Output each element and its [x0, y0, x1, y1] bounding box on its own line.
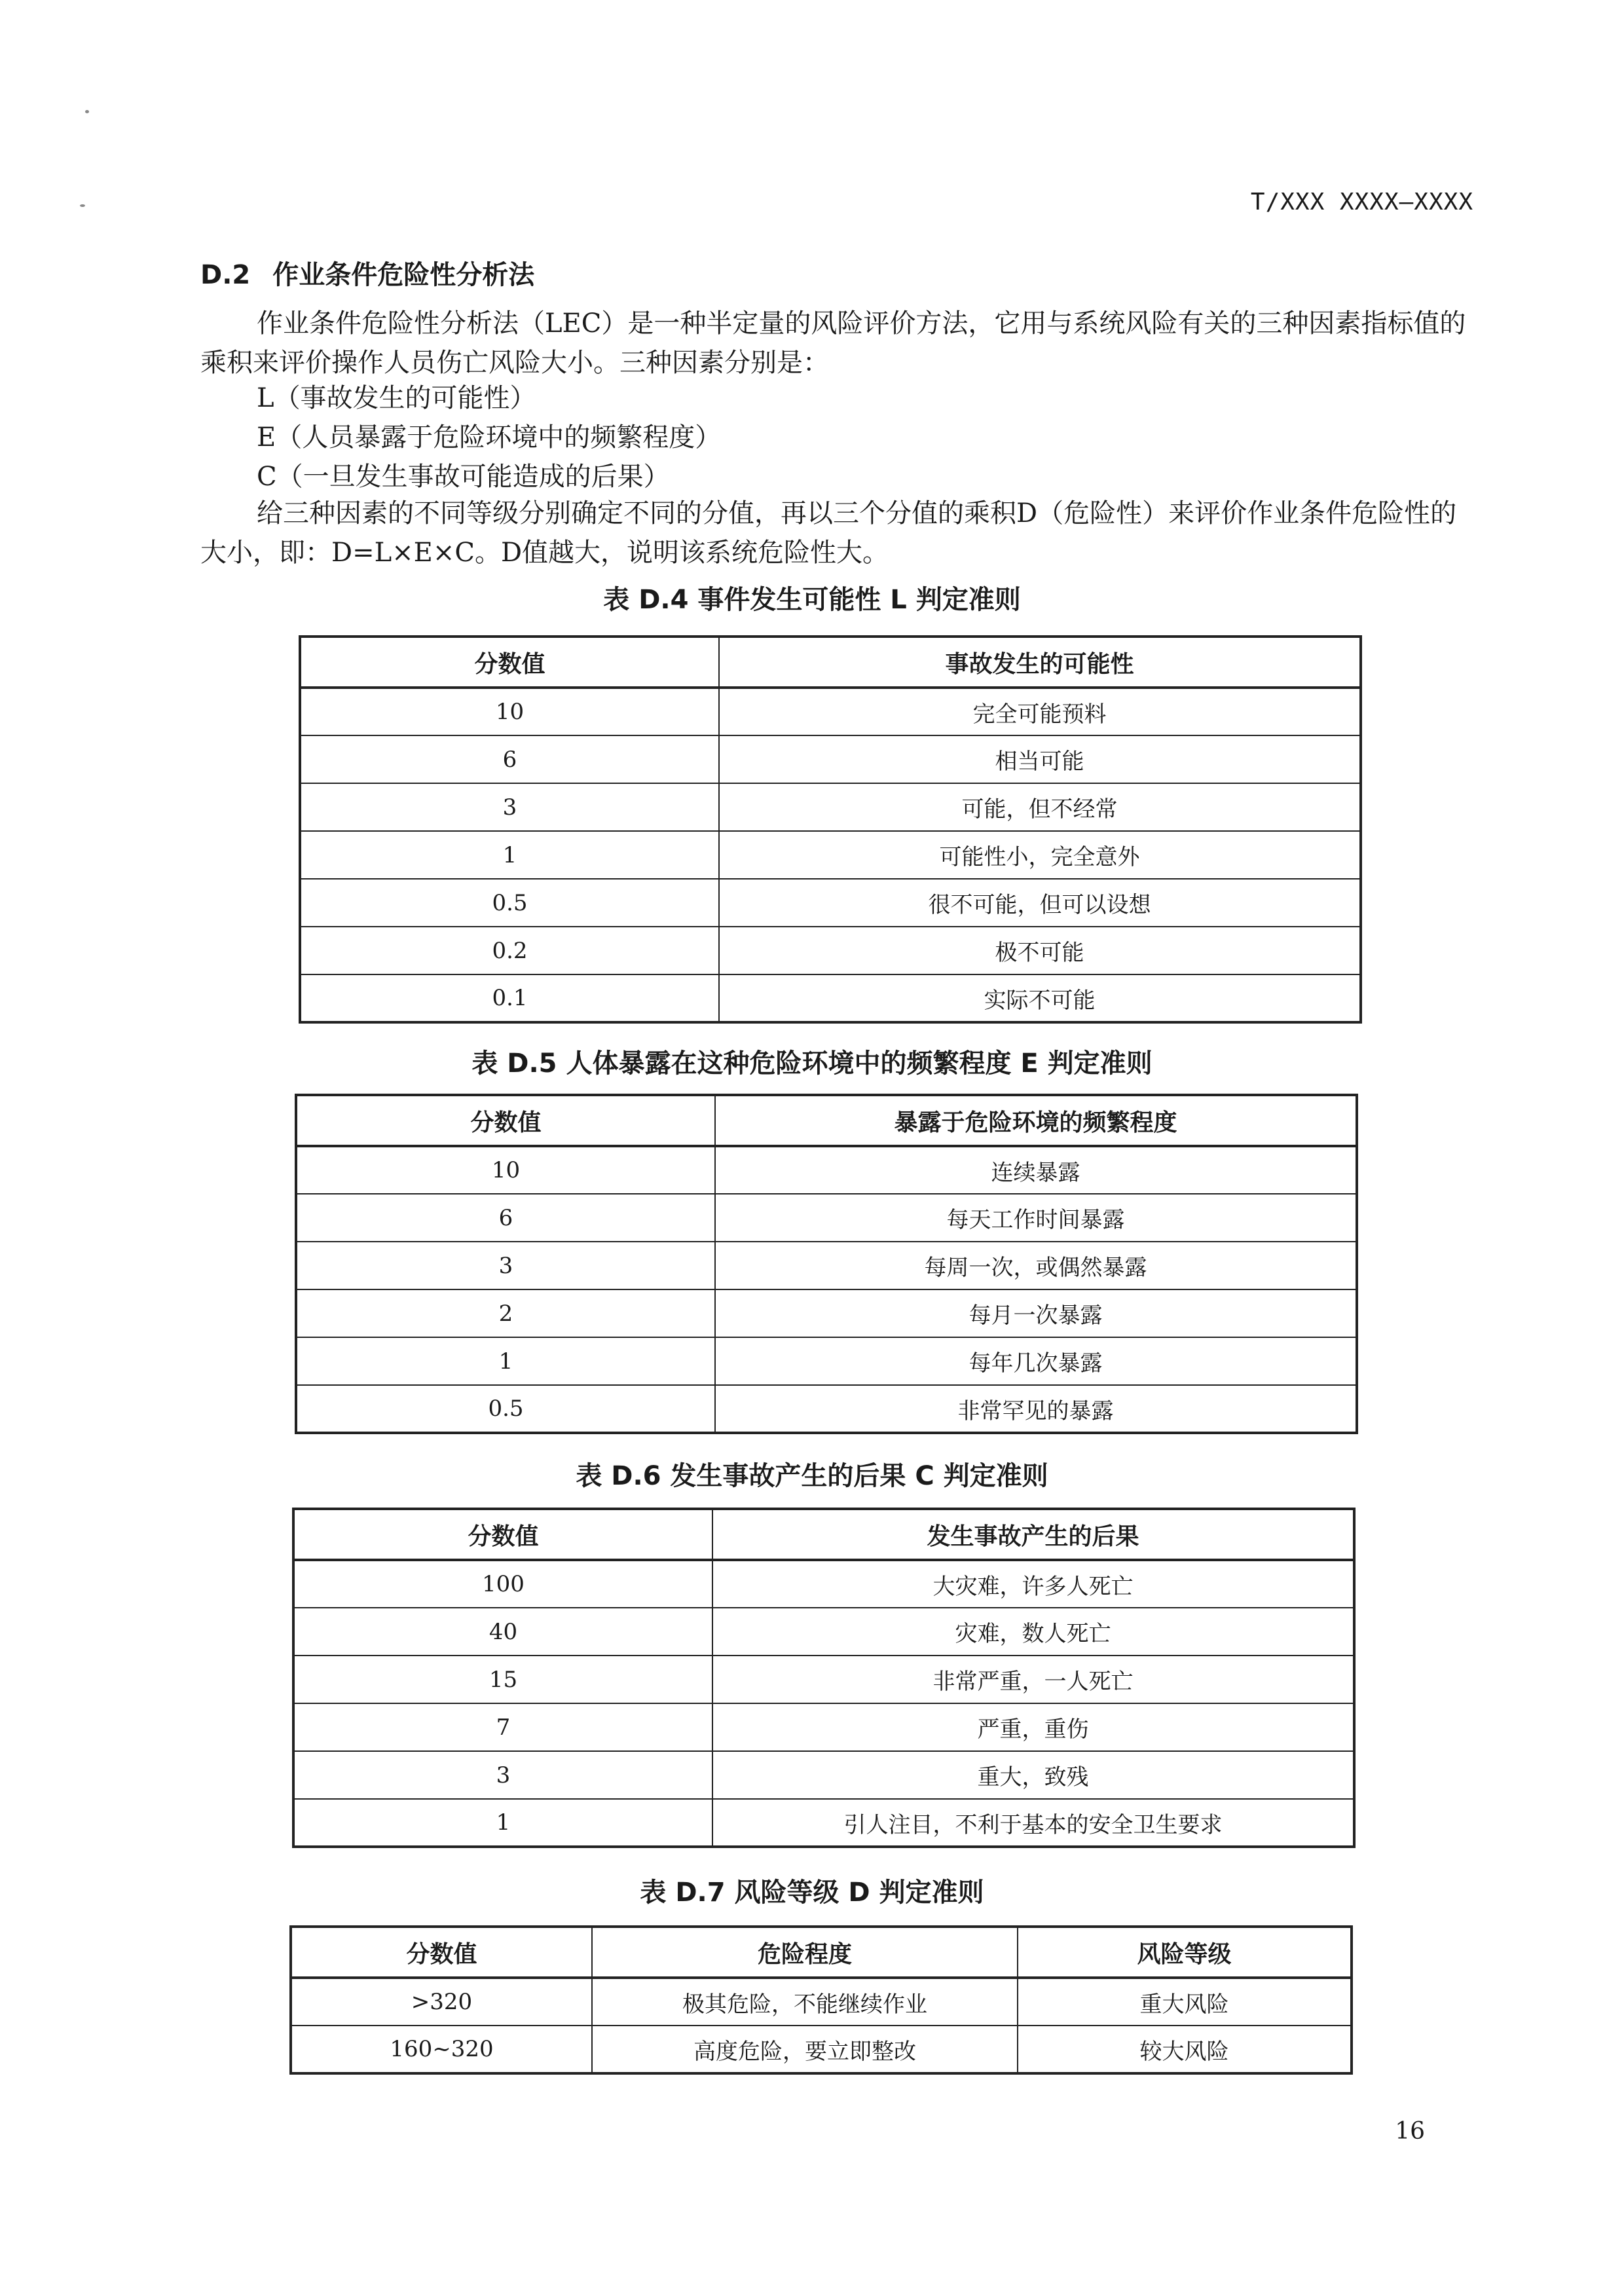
score-cell: 0.1 — [300, 974, 719, 1022]
formula-paragraph: 给三种因素的不同等级分别确定不同的分值，再以三个分值的乘积D（危险性）来评价作业条件危险性的大小，即：D=L×E×C。D值越大，说明该系统危险性大。 — [200, 498, 1457, 568]
scan-speck — [85, 110, 89, 113]
header-cell: 事故发生的可能性 — [719, 637, 1361, 688]
document-code: T/XXX XXXX—XXXX — [1250, 189, 1473, 215]
table-d6-caption: 表 D.6 发生事故产生的后果 C 判定准则 — [576, 1461, 1048, 1491]
score-cell: 6 — [296, 1194, 715, 1242]
score-cell: 1 — [300, 831, 719, 879]
score-cell: 15 — [293, 1656, 712, 1703]
score-cell: 2 — [296, 1289, 715, 1337]
table-row — [296, 1385, 1357, 1433]
description-cell: 可能性小，完全意外 — [719, 831, 1361, 879]
description-cell: 每年几次暴露 — [715, 1337, 1357, 1385]
score-cell: 7 — [293, 1703, 712, 1751]
score-cell: 0.2 — [300, 927, 719, 974]
table-row — [300, 974, 1361, 1022]
table-row — [300, 831, 1361, 879]
table-row — [296, 1194, 1357, 1242]
description-cell: 较大风险 — [1018, 2026, 1352, 2073]
table-row — [293, 1799, 1354, 1847]
description-cell: 极不可能 — [719, 927, 1361, 974]
table-row — [300, 879, 1361, 927]
score-cell: 3 — [296, 1242, 715, 1289]
score-cell: 0.5 — [300, 879, 719, 927]
description-cell: 完全可能预料 — [719, 688, 1361, 735]
table-row — [300, 688, 1361, 735]
factor-c-line: C（一旦发生事故可能造成的后果） — [257, 462, 670, 492]
header-cell: 分数值 — [291, 1927, 592, 1978]
table-row — [291, 1978, 1352, 2026]
description-cell: 严重，重伤 — [712, 1703, 1354, 1751]
description-cell: 每月一次暴露 — [715, 1289, 1357, 1337]
score-cell: 3 — [293, 1751, 712, 1799]
table-row — [293, 1560, 1354, 1608]
intro-paragraph: 作业条件危险性分析法（LEC）是一种半定量的风险评价方法，它用与系统风险有关的三种因素指标值的乘积来评价操作人员伤亡风险大小。三种因素分别是： — [200, 308, 1466, 378]
description-cell: 引人注目，不利于基本的安全卫生要求 — [712, 1799, 1354, 1847]
score-cell: 10 — [296, 1146, 715, 1194]
section-title: 作业条件危险性分析法 — [272, 260, 535, 290]
table-row — [296, 1146, 1357, 1194]
factor-l-line: L（事故发生的可能性） — [257, 383, 536, 413]
table-row — [300, 927, 1361, 974]
header-cell: 分数值 — [296, 1095, 715, 1146]
score-cell: 100 — [293, 1560, 712, 1608]
score-cell: 40 — [293, 1608, 712, 1656]
table-d7-caption: 表 D.7 风险等级 D 判定准则 — [640, 1878, 984, 1908]
table-d5-caption: 表 D.5 人体暴露在这种危险环境中的频繁程度 E 判定准则 — [471, 1048, 1153, 1079]
table-row — [293, 1608, 1354, 1656]
header-cell: 危险程度 — [592, 1927, 1018, 1978]
header-cell: 分数值 — [293, 1509, 712, 1560]
description-cell: 大灾难，许多人死亡 — [712, 1560, 1354, 1608]
score-cell: 10 — [300, 688, 719, 735]
table-d7 — [289, 1925, 1353, 2075]
table-row — [293, 1656, 1354, 1703]
description-cell: 连续暴露 — [715, 1146, 1357, 1194]
section-number: D.2 — [200, 260, 251, 290]
score-cell: 1 — [296, 1337, 715, 1385]
scan-speck — [80, 204, 85, 207]
score-cell: >320 — [291, 1978, 592, 2026]
table-d5 — [295, 1094, 1358, 1434]
description-cell: 重大风险 — [1018, 1978, 1352, 2026]
description-cell: 每天工作时间暴露 — [715, 1194, 1357, 1242]
description-cell: 极其危险，不能继续作业 — [592, 1978, 1018, 2026]
description-cell: 高度危险，要立即整改 — [592, 2026, 1018, 2073]
section-heading — [200, 254, 534, 291]
table-row — [300, 783, 1361, 831]
table-row — [296, 1242, 1357, 1289]
description-cell: 实际不可能 — [719, 974, 1361, 1022]
description-cell: 非常罕见的暴露 — [715, 1385, 1357, 1433]
description-cell: 非常严重，一人死亡 — [712, 1656, 1354, 1703]
table-row — [293, 1751, 1354, 1799]
score-cell: 1 — [293, 1799, 712, 1847]
table-row — [300, 735, 1361, 783]
score-cell: 6 — [300, 735, 719, 783]
page-number: 16 — [1395, 2118, 1425, 2145]
table-row — [291, 2026, 1352, 2073]
header-cell: 分数值 — [300, 637, 719, 688]
table-d6 — [292, 1508, 1356, 1848]
description-cell: 相当可能 — [719, 735, 1361, 783]
table-row — [296, 1289, 1357, 1337]
header-cell: 暴露于危险环境的频繁程度 — [715, 1095, 1357, 1146]
factor-e-line: E（人员暴露于危险环境中的频繁程度） — [257, 422, 722, 453]
table-row — [296, 1337, 1357, 1385]
table-row — [293, 1703, 1354, 1751]
description-cell: 可能，但不经常 — [719, 783, 1361, 831]
header-cell: 风险等级 — [1018, 1927, 1352, 1978]
table-d4 — [299, 635, 1362, 1024]
description-cell: 每周一次，或偶然暴露 — [715, 1242, 1357, 1289]
score-cell: 0.5 — [296, 1385, 715, 1433]
description-cell: 灾难，数人死亡 — [712, 1608, 1354, 1656]
header-cell: 发生事故产生的后果 — [712, 1509, 1354, 1560]
score-cell: 3 — [300, 783, 719, 831]
table-d4-caption: 表 D.4 事件发生可能性 L 判定准则 — [603, 585, 1021, 615]
description-cell: 重大，致残 — [712, 1751, 1354, 1799]
description-cell: 很不可能，但可以设想 — [719, 879, 1361, 927]
score-cell: 160~320 — [291, 2026, 592, 2073]
